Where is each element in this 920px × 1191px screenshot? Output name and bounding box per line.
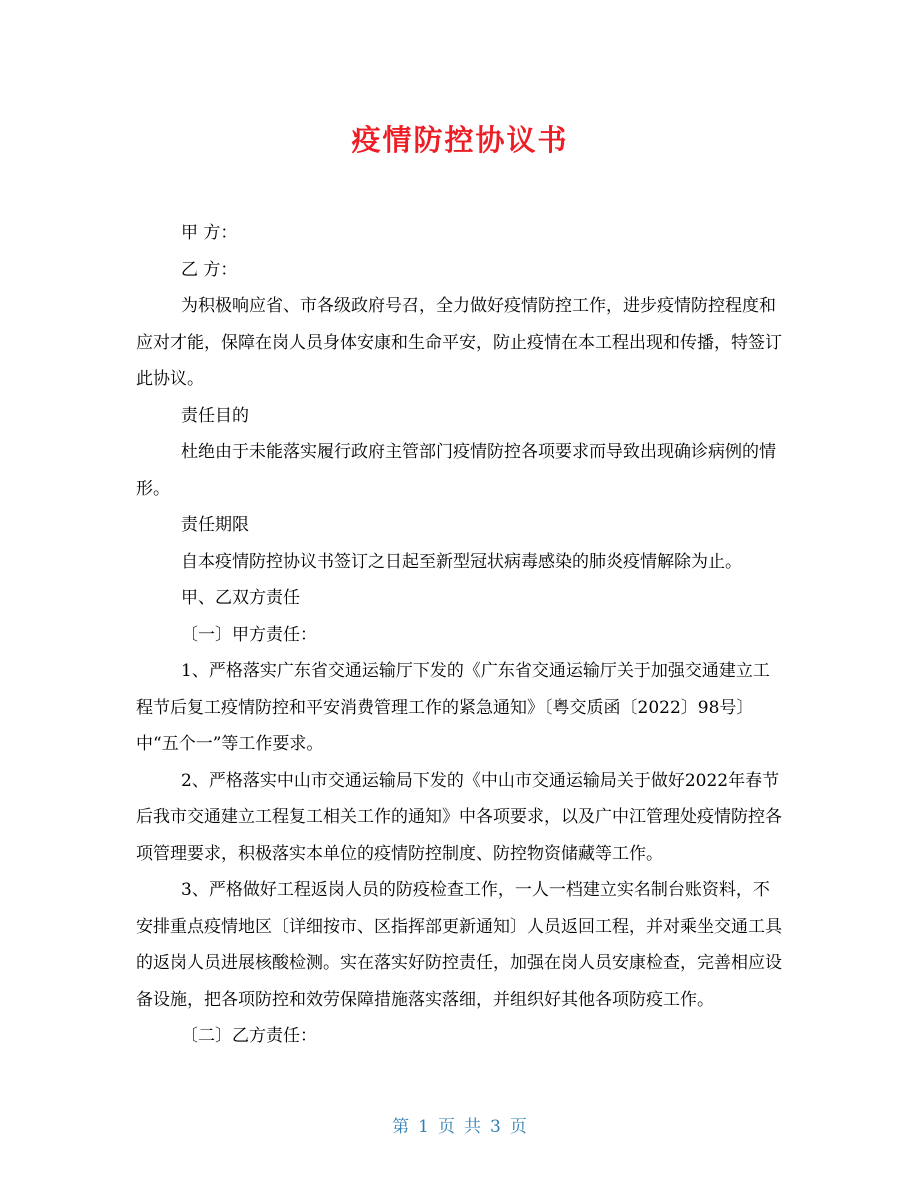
list-item: 1、严格落实广东省交通运输厅下发的《广东省交通运输厅关于加强交通建立工程节后复工疫情防控和平安消费管理工作的紧急通知》〔粤交质函〔2022〕98号〕中“五个一”等工作要求。 <box>136 661 770 754</box>
section-heading: 责任目的 <box>181 405 249 426</box>
responsibility-period-paragraph: 自本疫情防控协议书签订之日起至新型冠状病毒感染的肺炎疫情解除为止。 <box>181 551 742 572</box>
subsection-heading: 〔一〕甲方责任： <box>181 624 317 645</box>
section-heading: 甲、乙双方责任 <box>181 588 300 608</box>
footer-total-pages: 3 <box>490 1117 502 1137</box>
intro-paragraph: 为积极响应省、市各级政府号召，全力做好疫情防控工作，进步疫情防控程度和应对才能，保障在岗人员身体安康和生命平安，防止疫情在本工程出现和传播，特签订此协议。 <box>136 296 782 389</box>
footer-page-unit: 页 <box>438 1117 456 1137</box>
party-a-line: 甲 方： <box>181 223 238 243</box>
party-b-line: 乙 方： <box>181 259 238 280</box>
document-title: 疫情防控协议书 <box>351 123 569 157</box>
document-body <box>136 215 786 1055</box>
page-footer <box>0 1112 920 1137</box>
footer-current-page: 1 <box>418 1117 430 1137</box>
footer-total-unit: 页 <box>509 1117 528 1137</box>
footer-page-label: 第 <box>392 1117 411 1137</box>
subsection-heading: 〔二〕乙方责任： <box>181 1026 317 1046</box>
list-item: 2、严格落实中山市交通运输局下发的《中山市交通运输局关于做好2022年春节后我市交通建立工程复工相关工作的通知》中各项要求，以及广中江管理处疫情防控各项管理要求，积极落实本单位的疫情防控制度、防控物资储藏等工作。 <box>136 770 782 864</box>
responsibility-goal-paragraph: 杜绝由于未能落实履行政府主管部门疫情防控各项要求而导致出现确诊病例的情形。 <box>136 442 776 499</box>
footer-total-label: 共 <box>464 1117 482 1137</box>
list-item: 3、严格做好工程返岗人员的防疫检查工作，一人一档建立实名制台账资料，不安排重点疫情地区〔详细按市、区指挥部更新通知〕人员返回工程，并对乘坐交通工具的返岗人员进展核酸检测。实在落实好防控责任，加强在岗人员安康检查，完善相应设备设施，把各项防控和效劳保障措施落实落细，并组织好其他各项防疫工作。 <box>136 880 782 1010</box>
section-heading: 责任期限 <box>181 515 249 535</box>
